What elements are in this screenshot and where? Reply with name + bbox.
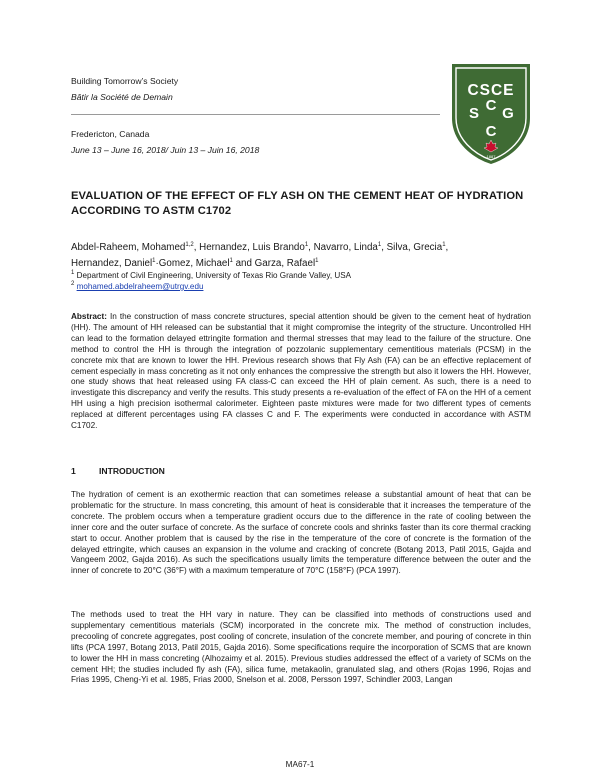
- author-name: , Navarro, Linda: [308, 242, 378, 253]
- author-line-1: [71, 240, 539, 256]
- author-name: and Garza, Rafael: [232, 258, 316, 269]
- email-superscript: 2: [71, 281, 75, 287]
- author-name: ·Gomez, Michael: [155, 258, 230, 269]
- affiliation-superscript: 1: [71, 270, 75, 276]
- affiliation: [71, 271, 351, 281]
- author-name: , Silva, Grecia: [381, 242, 443, 253]
- section-title: INTRODUCTION: [99, 466, 165, 476]
- affiliation-text: Department of Civil Engineering, University of Texas Rio Grande Valley, USA: [74, 271, 351, 280]
- conference-location: Fredericton, Canada: [71, 129, 150, 139]
- author-superscript: 1,2: [185, 242, 194, 248]
- header-divider: [71, 114, 440, 115]
- author-name: Abdel-Raheem, Mohamed: [71, 242, 186, 253]
- conference-dates: June 13 – June 16, 2018/ Juin 13 – Juin 16, 2018: [71, 145, 260, 155]
- conference-name: Building Tomorrow’s Society: [71, 76, 179, 86]
- author-superscript: 1: [442, 242, 446, 248]
- abstract-text: In the construction of mass concrete structures, special attention should be given to the cement heat of hydration (HH). The amount of HH released can be substantial that it might compromise the integrity of the structure. Uncontrolled HH can lead to the formation delayed ettringite formation and thermal stresses that may lead to the failure of the structure. One method to control the HH is through the integration of pozzolanic supplementary cementitious materials (PCSM) in the concrete mix that are known to lower the HH. Previous research shows that Fly Ash (FA) can be an effective replacement of cement especially in mass concreting as it not only enhances the compressive the strength but also it lowers the HH. However, one study shows that heat released using FA class-C can exceed the HH of plain cement. As such, there is a need to investigate this discrepancy and verify the results. This study presents a re-evaluation of the effect of FA on the HH of a cement HH using a high precision isothermal calorimeter. Eighteen paste mixtures were made for two different types of cements replaced at different percentages using FA classes C and F. The experiments were conducted in accordance with ASTM C1702.: [71, 312, 531, 431]
- author-superscript: 1: [152, 258, 156, 264]
- contact-email-line: [71, 282, 203, 292]
- svg-text:1887: 1887: [486, 154, 496, 159]
- intro-paragraph-2: The methods used to treat the HH vary in nature. They can be classified into methods of constructions used and supplementary cementitious materials (SCM) incorporated in the concrete mix. The method of construction includes, precooling of concrete aggregates, post cooling of concrete, insulation of the concrete member, and pouring of concrete in thin lifts (PCA 1997, Botang 2013, Patil 2015, Gajda 2016). Some specifications require the incorporation of SCMS that are known to lower the HH in mass concreting (Alhozaimy et al. 2015). Previous studies addressed the effect of a variety of SCMs on the cement HH; the studies included fly ash (FA), silica fume, metakaolin, granulated slag, and others (Rojas 1996, Rojas and Frias 1995, Cheng-Yi et al. 1985, Frias 2000, Snelson et al. 2008, Persson 1997, Schindler 2003, Langan: [71, 610, 531, 685]
- svg-text:C: C: [485, 97, 497, 114]
- svg-text:G: G: [502, 105, 514, 122]
- section-heading: [71, 466, 165, 476]
- section-number: 1: [71, 466, 76, 476]
- page-number: MA67-1: [285, 760, 315, 769]
- abstract: [71, 312, 531, 432]
- author-list: [71, 240, 539, 272]
- author-superscript: 1: [229, 258, 233, 264]
- paper-title: EVALUATION OF THE EFFECT OF FLY ASH ON THE CEMENT HEAT OF HYDRATION ACCORDING TO ASTM C1702: [71, 190, 524, 217]
- author-superscript: 1: [304, 242, 309, 248]
- abstract-label: Abstract:: [71, 312, 107, 321]
- author-superscript: 1: [315, 258, 319, 264]
- author-superscript: 1: [377, 242, 382, 248]
- svg-text:C: C: [485, 123, 497, 140]
- svg-text:S: S: [468, 105, 480, 122]
- author-name: Hernandez, Daniel: [71, 258, 153, 269]
- intro-paragraph-1: The hydration of cement is an exothermic reaction that can sometimes release a substantial amount of heat that can be problematic for the structure. In mass concreting, this amount of heat is considerable that it increases the temperature of the concrete. The problem occurs when a temperature gradient occurs due to the difference in the rate of cooling between the inner core and the outer surface of concrete. As the surface of concrete cools and shrinks faster than its core thermal cracking start to occur. Another problem that is caused by the rise in the temperature of the core of concrete is the formation of the delayed ettringite, which causes an expansion in the volume and cracking of concrete (Botang 2013, Patil 2015, Gajda and Vangeem 2002, Gajda 2016). As such the specifications usually limits the temperature difference between the outer and the inner of concrete to 20°C (36°F) with a maximum temperature of 70°C (158°F) (PCA 1997).: [71, 490, 531, 576]
- author-separator: ,: [445, 242, 449, 253]
- svg-text:CSCE: CSCE: [467, 82, 515, 99]
- author-line-2: [71, 256, 539, 272]
- email-link[interactable]: mohamed.abdelraheem@utrgv.edu: [76, 282, 204, 291]
- conference-name-french: Bâtir la Société de Demain: [71, 92, 173, 102]
- csce-logo: [448, 60, 534, 166]
- author-name: , Hernandez, Luis Brando: [193, 242, 305, 253]
